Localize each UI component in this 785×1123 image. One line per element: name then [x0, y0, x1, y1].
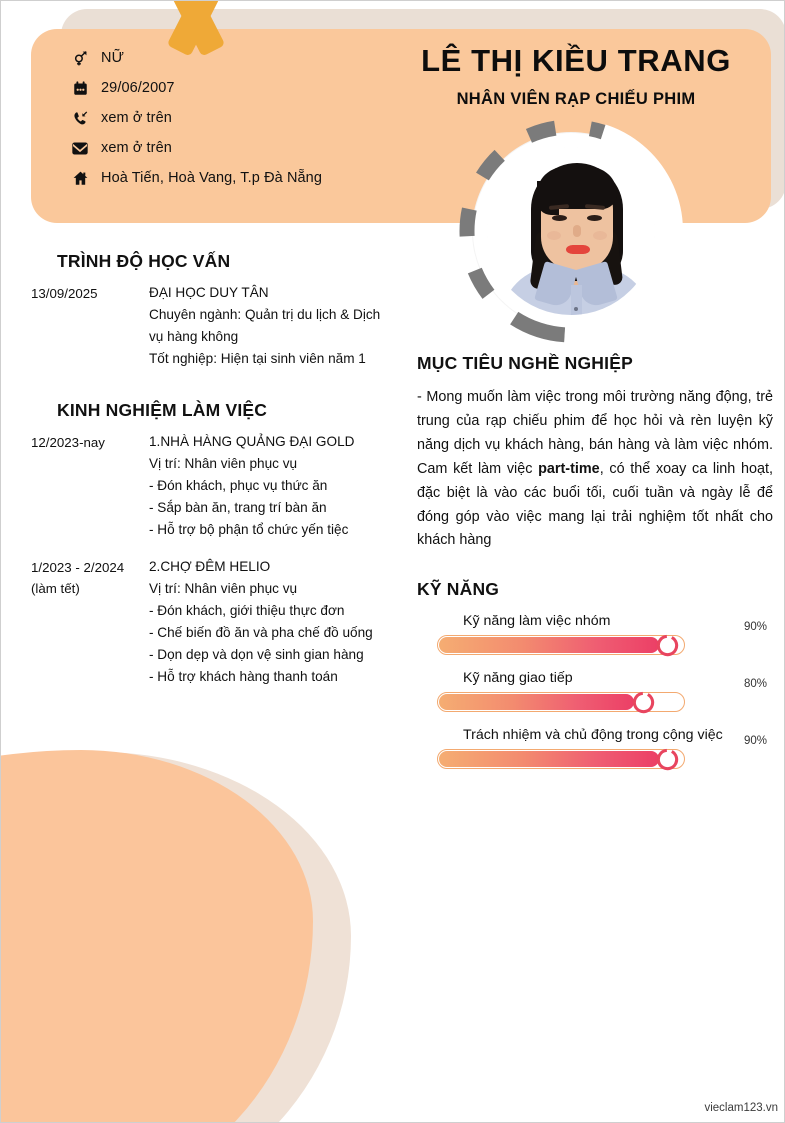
experience-entry-body — [149, 556, 421, 688]
candidate-name: LÊ THỊ KIỀU TRANG — [421, 43, 731, 78]
home-icon — [67, 171, 93, 186]
contact-text-email: xem ở trên — [101, 140, 172, 156]
objective-text-bold: part-time — [538, 460, 600, 477]
section-title-education: TRÌNH ĐỘ HỌC VẤN — [57, 251, 231, 271]
contact-text-gender: NỮ — [101, 50, 125, 66]
experience-entry-date-note: (làm tết) — [31, 581, 80, 597]
contact-text-phone: xem ở trên — [101, 110, 172, 126]
skill-bar-knob — [655, 747, 680, 772]
experience-entry — [31, 431, 421, 541]
contact-row-email — [67, 133, 407, 163]
skill-progress-bar — [437, 747, 697, 771]
experience-entry-org: 2.CHỢ ĐÊM HELIO — [149, 559, 271, 575]
skill-bar-fill — [439, 751, 659, 767]
dashed-arc-decoration — [457, 117, 685, 345]
contact-row-address — [67, 163, 407, 193]
footer-site: vieclam123.vn — [704, 1102, 778, 1114]
objective-text — [417, 386, 773, 553]
experience-entry-line: - Sắp bàn ăn, trang trí bàn ăn — [149, 500, 327, 516]
skill-item — [417, 727, 773, 771]
skill-header-row — [437, 727, 773, 748]
contact-row-phone — [67, 103, 407, 133]
skill-label: Trách nhiệm và chủ động trong cộng việc — [463, 727, 723, 744]
education-entry — [31, 282, 421, 370]
name-block — [381, 43, 771, 109]
experience-entry-line: - Đón khách, phục vụ thức ăn — [149, 478, 328, 494]
skill-bar-knob — [655, 633, 680, 658]
skill-item — [417, 670, 773, 714]
envelope-icon — [67, 142, 93, 155]
experience-entry-line: - Hỗ trợ bộ phận tổ chức yến tiệc — [149, 522, 349, 538]
skill-header-row — [437, 613, 773, 634]
experience-entry-line: - Đón khách, giới thiệu thực đơn — [149, 603, 345, 619]
candidate-job-title: NHÂN VIÊN RẠP CHIẾU PHIM — [456, 89, 696, 108]
experience-entry — [31, 556, 421, 688]
section-title-experience: KINH NGHIỆM LÀM VIỆC — [57, 400, 268, 421]
phone-icon — [67, 111, 93, 126]
experience-entry-date-main: 12/2023-nay — [31, 435, 105, 451]
experience-entry-line: Vị trí: Nhân viên phục vụ — [149, 456, 298, 472]
skill-bar-fill — [439, 637, 659, 653]
contact-row-birthday — [67, 73, 407, 103]
right-column — [417, 353, 773, 771]
education-entry-date: 13/09/2025 — [31, 286, 98, 301]
section-title-objective: MỤC TIÊU NGHỀ NGHIỆP — [417, 353, 633, 373]
skill-progress-bar — [437, 690, 697, 714]
experience-entry-line: - Chế biến đồ ăn và pha chế đồ uống — [149, 625, 373, 641]
gender-icon — [67, 50, 93, 67]
objective-text-after: , có thể xoay ca linh hoạt, đặc biệt là vào các buổi tối, cuối tuần và ngày lễ để đóng góp vào việc mang lại trải nghiệm tốt nhất cho khách hàng — [417, 460, 773, 549]
skill-percent-label: 80% — [743, 678, 767, 691]
decorative-cross-shape — [161, 0, 235, 53]
education-entry-line: Chuyên ngành: Quản trị du lịch & Dịch — [149, 307, 381, 323]
contact-list — [67, 43, 407, 193]
skill-item — [417, 613, 773, 657]
experience-entry-line: - Dọn dẹp và dọn vệ sinh gian hàng — [149, 647, 364, 663]
experience-entry-line: - Hỗ trợ khách hàng thanh toán — [149, 669, 338, 685]
section-title-skills: KỸ NĂNG — [417, 579, 500, 600]
profile-photo-wrapper — [473, 133, 669, 329]
education-entry-line: vụ hàng không — [149, 329, 239, 345]
experience-entry-date — [31, 431, 149, 541]
skill-label: Kỹ năng giao tiếp — [463, 670, 573, 687]
education-entry-body — [149, 282, 421, 370]
education-entry-line: Tốt nghiệp: Hiện tại sinh viên năm 1 — [149, 351, 366, 367]
experience-entry-date — [31, 556, 149, 688]
contact-text-address: Hoà Tiến, Hoà Vang, T.p Đà Nẵng — [101, 170, 323, 186]
skill-percent-label: 90% — [743, 621, 767, 634]
experience-entry-body — [149, 431, 421, 541]
experience-entry-org: 1.NHÀ HÀNG QUẢNG ĐẠI GOLD — [149, 434, 355, 450]
skill-progress-bar — [437, 633, 697, 657]
calendar-icon — [67, 81, 93, 96]
education-entry-org: ĐẠI HỌC DUY TÂN — [149, 285, 269, 300]
skill-bar-knob — [631, 690, 656, 715]
contact-row-gender — [67, 43, 407, 73]
contact-text-birthday: 29/06/2007 — [101, 80, 175, 96]
experience-entry-date-main: 1/2023 - 2/2024 — [31, 560, 125, 576]
skill-bar-fill — [439, 694, 634, 710]
experience-entry-line: Vị trí: Nhân viên phục vụ — [149, 581, 298, 597]
left-column — [31, 251, 421, 688]
skill-label: Kỹ năng làm việc nhóm — [463, 613, 611, 630]
objective-text-before: - Mong muốn làm việc trong môi trường năng động, trẻ trung của rạp chiếu phim để học hỏi và rèn luyện kỹ năng dịch vụ khách hàng, bán hàng và làm việc nhóm. Cam kết làm việc — [417, 389, 773, 477]
skill-header-row — [437, 670, 773, 691]
skill-percent-label: 90% — [743, 735, 767, 748]
